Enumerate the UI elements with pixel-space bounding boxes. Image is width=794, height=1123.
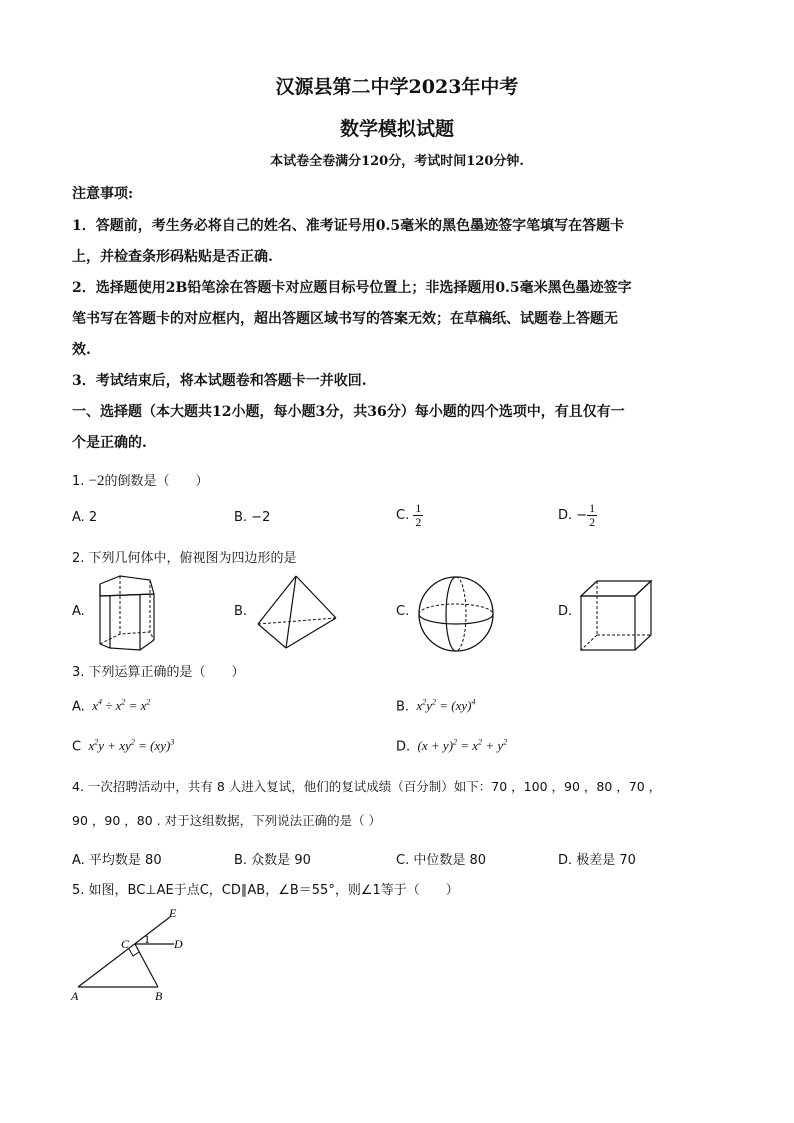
- q3-option-a-label: A.: [72, 699, 85, 715]
- section-heading: 一、选择题（本大题共12小题，每小题3分，共36分）每小题的四个选项中，有且仅有一: [72, 404, 625, 420]
- label-a: A: [71, 989, 79, 1003]
- q3-option-c: [72, 738, 174, 754]
- fraction-denominator: 2: [589, 515, 596, 529]
- question-5: 5. 如图，BC⊥AE于点C，CD∥AB，∠B＝55°，则∠1等于（ ）: [72, 883, 459, 898]
- question-1: [72, 470, 209, 490]
- sphere-figure: [416, 574, 498, 654]
- notes-line: 效.: [72, 342, 91, 358]
- q3-option-a-formula: $x^4 \div x^2 = x^2$: [88, 698, 151, 714]
- fraction-numerator: 1: [415, 501, 422, 515]
- cube-figure: [578, 578, 654, 654]
- notes-line: 笔书写在答题卡的对应框内，超出答题区域书写的答案无效；在草稿纸、试题卷上答题无: [72, 311, 618, 327]
- q3-option-b: [396, 698, 476, 714]
- question-4-line2: 90 ，90 ，80 . 对于这组数据，下列说法正确的是（ ）: [72, 813, 382, 828]
- q1-option-b: B. −2: [234, 510, 271, 525]
- notes-line: 2．选择题使用2B铅笔涂在答题卡对应题目标号位置上；非选择题用0.5毫米黑色墨迹签字: [72, 280, 632, 296]
- exam-subtitle: 本试卷全卷满分120分，考试时间120分钟.: [270, 154, 524, 169]
- question-3: 3. 下列运算正确的是（ ）: [72, 665, 245, 680]
- notes-line: 1．答题前，考生务必将自己的姓名、准考证号用0.5毫米的黑色墨迹签字笔填写在答题卡: [72, 218, 625, 234]
- q1-option-a: A. 2: [72, 510, 98, 525]
- exam-title-line2: 数学模拟试题: [339, 118, 454, 140]
- pentagonal-prism-figure: [88, 574, 160, 656]
- section-heading-cont: 个是正确的.: [72, 435, 147, 451]
- q1-option-c: [396, 502, 423, 529]
- q1-number: 1.: [72, 474, 85, 489]
- pyramid-figure: [252, 574, 342, 654]
- q2-option-d-label: D.: [558, 604, 573, 619]
- label-d: D: [174, 937, 183, 951]
- q1-text: 的倒数是（ ）: [104, 474, 209, 489]
- notes-line: 3．考试结束后，将本试题卷和答题卡一并收回.: [72, 373, 367, 389]
- q2-option-a-label: A.: [72, 604, 85, 619]
- q2-option-c-label: C.: [396, 604, 410, 619]
- fraction: [587, 502, 597, 529]
- question-2: 2. 下列几何体中，俯视图为四边形的是: [72, 551, 297, 566]
- fraction-numerator: 1: [589, 501, 596, 515]
- q1-option-d-label: D. −: [558, 508, 588, 523]
- q4-option-a: A. 平均数是 80: [72, 853, 162, 868]
- q3-option-b-label: B.: [396, 699, 410, 715]
- q3-option-c-label: C: [72, 739, 82, 755]
- q4-option-c: C. 中位数是 80: [396, 853, 487, 868]
- label-e: E: [169, 906, 177, 920]
- exam-title-line1: 汉源县第二中学2023年中考: [275, 76, 519, 98]
- question-4-line1: 4. 一次招聘活动中，共有 8 人进入复试，他们的复试成绩（百分制）如下：70 ，100 ，90 ，80 ，70 ，: [72, 779, 662, 794]
- q1-option-d: [558, 502, 597, 529]
- geometry-figure: [68, 905, 198, 1005]
- q2-option-b-label: B.: [234, 604, 248, 619]
- fraction-denominator: 2: [415, 515, 422, 529]
- notes-line: 上，并检查条形码粘贴是否正确.: [72, 249, 273, 265]
- q4-option-b: B. 众数是 90: [234, 853, 311, 868]
- q3-option-a: [72, 698, 150, 714]
- q1-option-c-label: C.: [396, 508, 410, 523]
- label-b: B: [155, 989, 163, 1003]
- notes-heading: 注意事项:: [72, 186, 134, 202]
- q3-option-d-label: D.: [396, 739, 411, 755]
- q1-expression: −2: [88, 473, 105, 489]
- q3-option-b-formula: $x^2y^2 = (xy)^4$: [413, 698, 476, 714]
- q3-option-c-formula: $x^2y + xy^2 = (xy)^3$: [85, 738, 175, 754]
- q3-option-d: [396, 738, 507, 754]
- q3-option-d-formula: $(x + y)^2 = x^2 + y^2$: [414, 738, 508, 754]
- q4-option-d: D. 极差是 70: [558, 853, 636, 868]
- label-angle-1: 1: [144, 932, 150, 946]
- fraction: [413, 502, 423, 529]
- label-c: C: [121, 937, 130, 951]
